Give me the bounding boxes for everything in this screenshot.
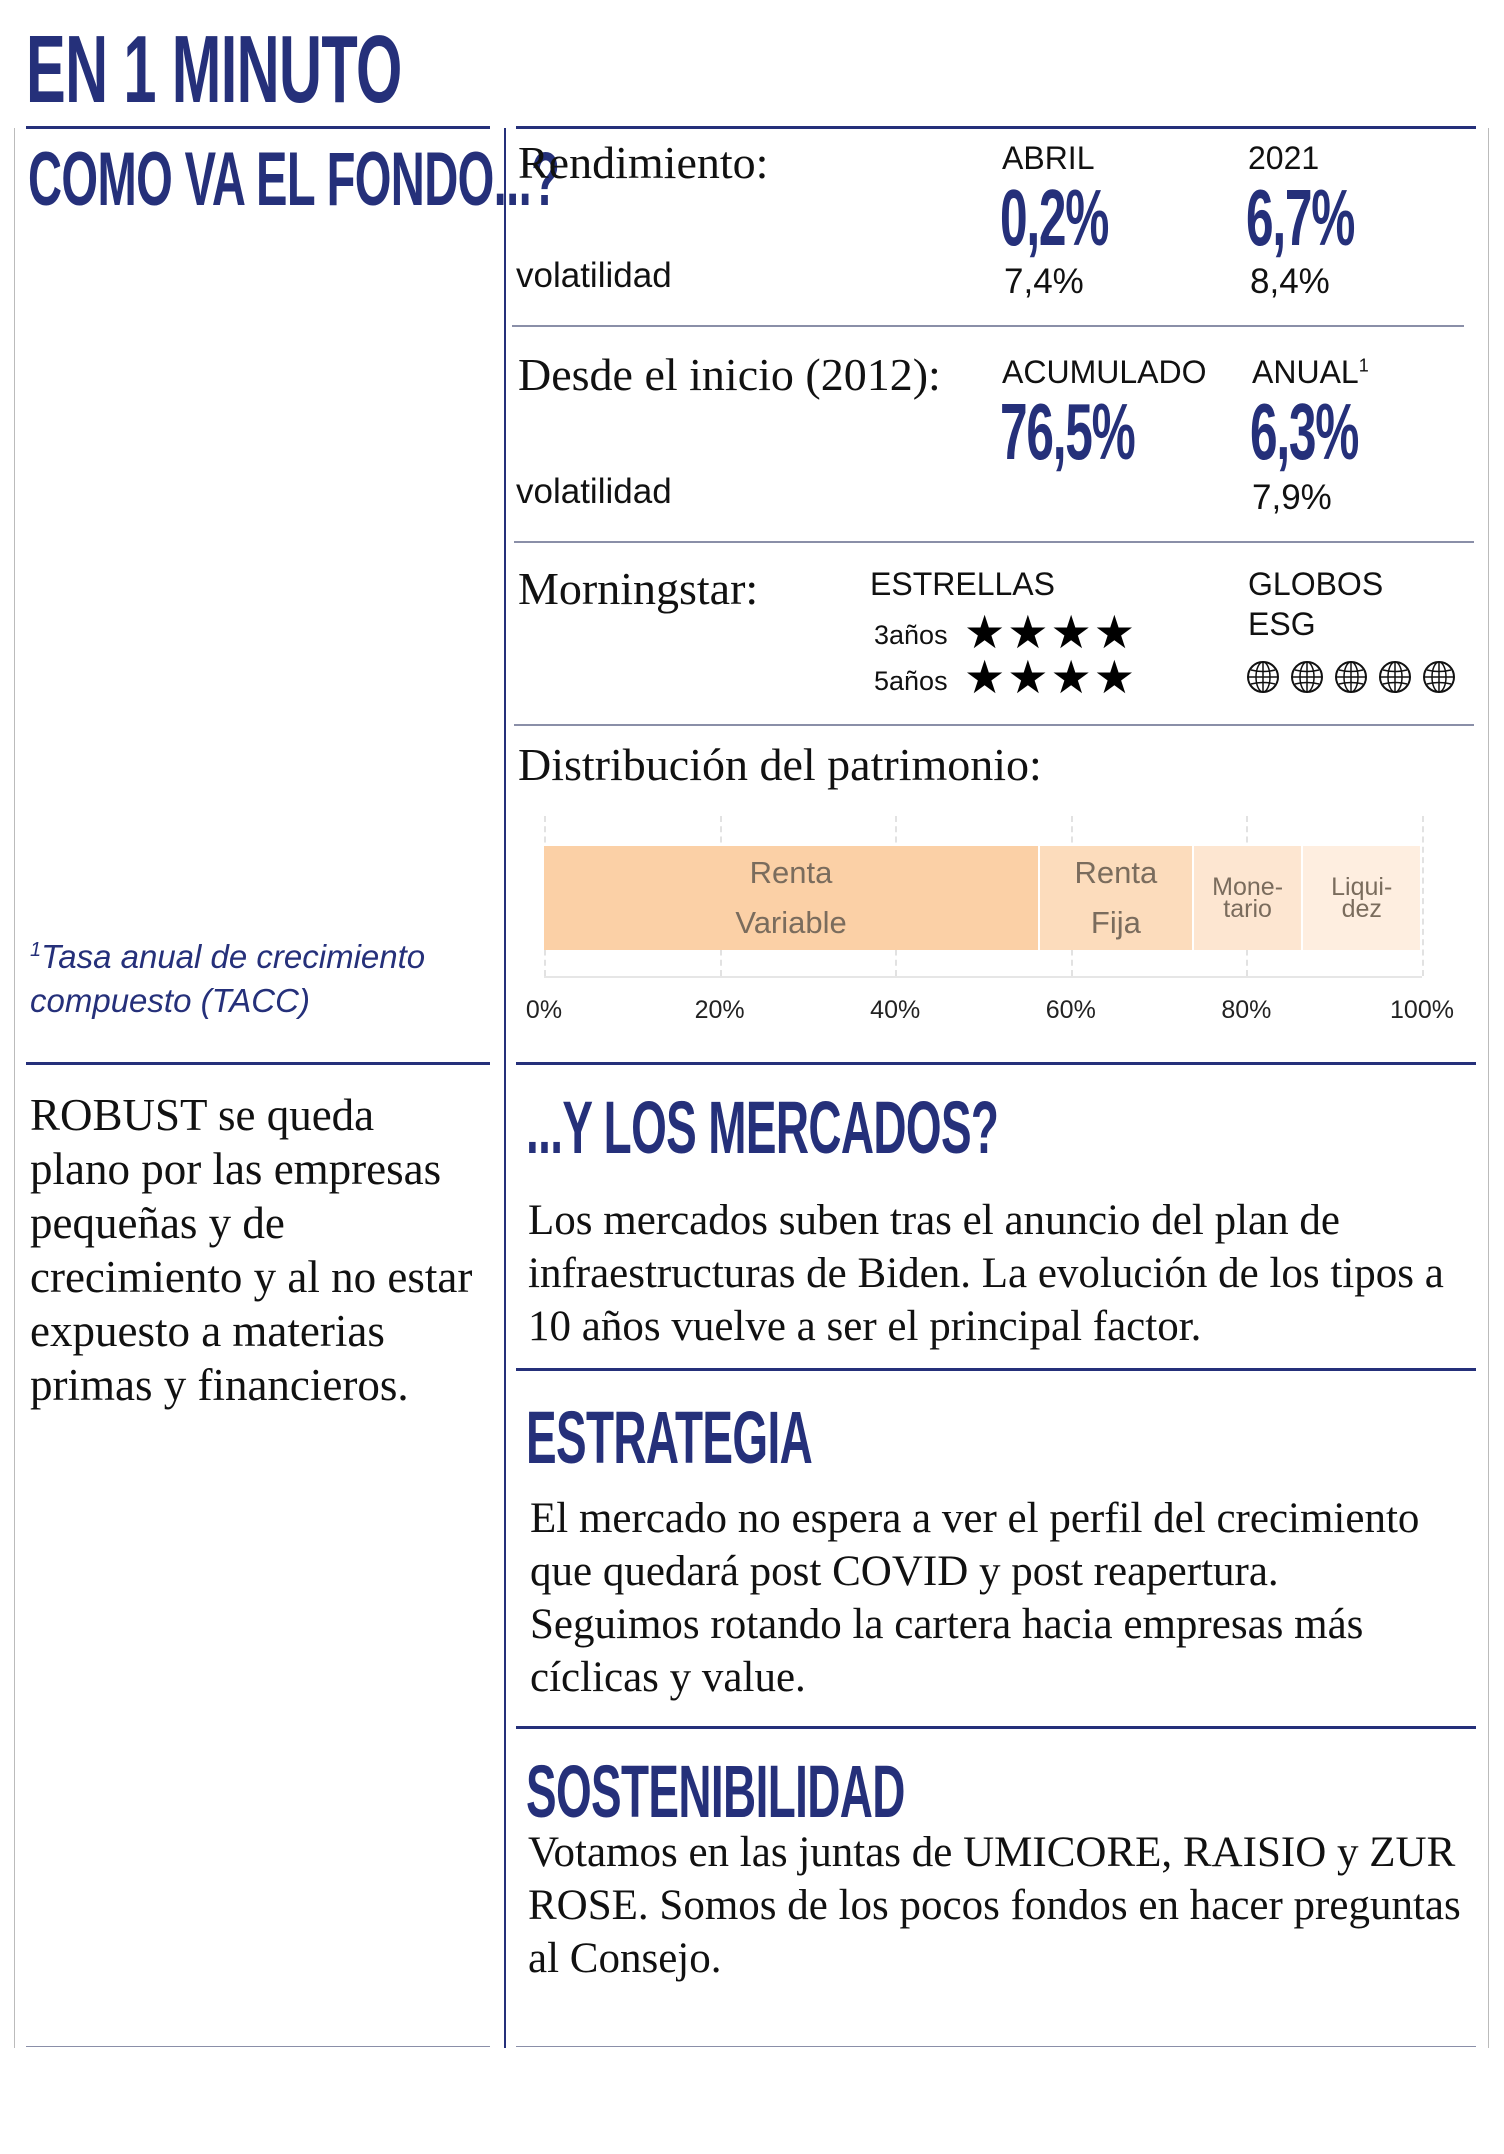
bar-segment xyxy=(1303,846,1420,950)
rendimiento-vol-label: volatilidad xyxy=(516,256,672,295)
x-tick-label: 20% xyxy=(694,996,745,1024)
inicio-vol-label: volatilidad xyxy=(516,472,672,511)
sostenibilidad-title: SOSTENIBILIDAD xyxy=(526,1750,905,1833)
bar-segment xyxy=(544,846,1038,950)
footnote xyxy=(30,928,490,1023)
morningstar-label: Morningstar: xyxy=(518,563,759,614)
column-divider xyxy=(504,128,506,2048)
top-rule-right xyxy=(516,126,1476,129)
globe-icon xyxy=(1334,660,1368,694)
distribution-chart xyxy=(525,846,1454,1036)
mercados-text: Los mercados suben tras el anuncio del plan de infraestructuras de Biden. La evolución de los tipos a 10 años vuelve a ser el principal factor. xyxy=(528,1197,1444,1350)
star-icon: ★ xyxy=(1007,652,1049,703)
globe-icon xyxy=(1378,660,1412,694)
bar-segment xyxy=(1040,846,1192,950)
anual-value: 6,3% xyxy=(1250,387,1359,476)
bar-segment-label: Mone- tario xyxy=(1212,873,1284,923)
star-icon: ★ xyxy=(1050,607,1092,658)
abril-label: ABRIL xyxy=(1002,140,1095,176)
anual-vol: 7,9% xyxy=(1252,478,1332,517)
left-bottom-rule xyxy=(26,2046,490,2047)
globe-icon xyxy=(1290,660,1324,694)
x-tick-label: 60% xyxy=(1045,996,1096,1024)
star-icon: ★ xyxy=(1093,652,1135,703)
x-tick-label: 40% xyxy=(870,996,921,1024)
rule-3 xyxy=(514,724,1474,726)
estrategia-text: El mercado no espera a ver el perfil del crecimiento que quedará post COVID y post reapertura. Seguimos rotando la cartera hacia empresas más cíclicas y value. xyxy=(530,1495,1420,1701)
stars-row-5y-label: 5años xyxy=(874,666,948,696)
star-icon: ★ xyxy=(964,652,1006,703)
globe-icon xyxy=(1422,660,1456,694)
rule-5 xyxy=(516,1368,1476,1371)
bar-segment-label: Renta Variable xyxy=(735,855,847,940)
rule-6 xyxy=(516,1726,1476,1729)
rule-1 xyxy=(512,325,1464,327)
footnote-text: Tasa anual de crecimiento compuesto (TACC) xyxy=(30,938,426,1019)
bar-segment xyxy=(1194,846,1302,950)
top-rule-left xyxy=(26,126,490,129)
page-title: EN 1 MINUTO xyxy=(26,16,402,123)
estrellas-label: ESTRELLAS xyxy=(870,566,1055,602)
rendimiento-label: Rendimiento: xyxy=(518,137,769,188)
gridline xyxy=(1422,816,1424,976)
fund-comment: ROBUST se queda plano por las empresas pequeñas y de crecimiento y al no estar expuesto a materias primas y financieros. xyxy=(30,1090,473,1410)
star-icon: ★ xyxy=(1050,652,1092,703)
year-2021-label: 2021 xyxy=(1248,140,1320,176)
globe-icon xyxy=(1246,660,1280,694)
bar-segment-label: Liqui- dez xyxy=(1331,873,1393,923)
rule-4 xyxy=(516,1062,1476,1065)
year-2021-value: 6,7% xyxy=(1246,173,1355,262)
left-border xyxy=(14,128,15,2048)
footnote-marker: 1 xyxy=(30,939,42,961)
inicio-label: Desde el inicio (2012): xyxy=(518,349,941,400)
acumulado-value: 76,5% xyxy=(1000,387,1135,476)
x-axis xyxy=(544,976,1422,978)
stars-row-3y-label: 3años xyxy=(874,620,948,650)
abril-vol: 7,4% xyxy=(1004,262,1084,301)
estrategia-title: ESTRATEGIA xyxy=(526,1396,813,1479)
right-bottom-rule xyxy=(516,2046,1476,2047)
left-mid-rule xyxy=(26,1062,490,1065)
anual-text: ANUAL xyxy=(1252,354,1359,390)
x-tick-label: 100% xyxy=(1390,996,1454,1024)
sostenibilidad-text: Votamos en las juntas de UMICORE, RAISIO y ZUR ROSE. Somos de los pocos fondos en hacer preguntas al Consejo. xyxy=(528,1829,1461,1982)
rule-2 xyxy=(514,541,1474,543)
right-border xyxy=(1488,128,1489,2048)
anual-sup: 1 xyxy=(1358,355,1369,376)
stars-row-3y xyxy=(964,607,1137,658)
esg-globes xyxy=(1246,660,1466,699)
distribucion-label: Distribución del patrimonio: xyxy=(518,739,1042,790)
bar-segment-label: Renta Fija xyxy=(1074,855,1158,940)
x-tick-label: 80% xyxy=(1221,996,1272,1024)
star-icon: ★ xyxy=(1093,607,1135,658)
section-title-fondo: COMO VA EL FONDO...? xyxy=(28,137,560,222)
stars-row-5y xyxy=(964,652,1137,703)
esg-label: ESG xyxy=(1248,606,1316,642)
mercados-title: ...Y LOS MERCADOS? xyxy=(526,1086,999,1169)
globos-label: GLOBOS xyxy=(1248,566,1384,602)
star-icon: ★ xyxy=(1007,607,1049,658)
abril-value: 0,2% xyxy=(1000,173,1109,262)
acumulado-label: ACUMULADO xyxy=(1002,354,1207,390)
year-2021-vol: 8,4% xyxy=(1250,262,1330,301)
x-tick-label: 0% xyxy=(525,996,563,1024)
star-icon: ★ xyxy=(964,607,1006,658)
